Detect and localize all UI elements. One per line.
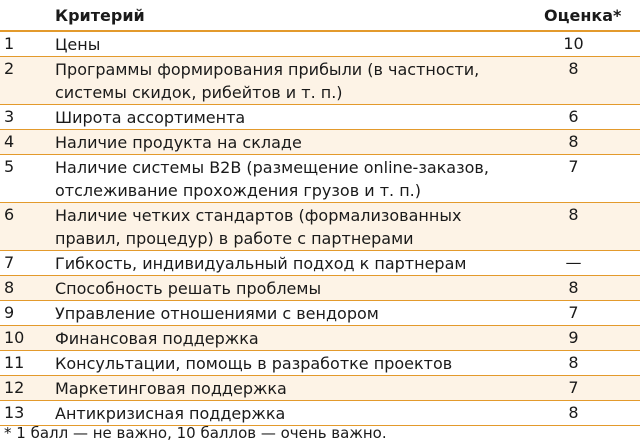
row-number: 9	[0, 301, 52, 326]
criterion-line: Способность решать проблемы	[55, 279, 322, 298]
header-score: Оценка*	[539, 0, 640, 31]
row-score: 8	[539, 203, 640, 251]
table-row	[0, 251, 640, 276]
row-number: 6	[0, 203, 52, 251]
table-row	[0, 351, 640, 376]
criterion-line: правил, процедур) в работе с партнерами	[55, 229, 414, 248]
row-score: 7	[539, 376, 640, 401]
table-row	[0, 301, 640, 326]
row-criterion	[52, 376, 539, 401]
table-body	[0, 31, 640, 426]
criterion-line: системы скидок, рибейтов и т. п.)	[55, 83, 343, 102]
table-row	[0, 376, 640, 401]
header-number	[0, 0, 52, 31]
row-number: 5	[0, 155, 52, 203]
criterion-line: Гибкость, индивидуальный подход к партнерам	[55, 254, 467, 273]
criterion-line: Консультации, помощь в разработке проектов	[55, 354, 453, 373]
row-score: 7	[539, 155, 640, 203]
row-criterion	[52, 155, 539, 203]
row-score: 9	[539, 326, 640, 351]
row-criterion	[52, 57, 539, 105]
criterion-line: Наличие системы В2В (размещение online-заказов,	[55, 158, 489, 177]
row-criterion	[52, 31, 539, 57]
row-score: 7	[539, 301, 640, 326]
header-criterion: Критерий	[52, 0, 539, 31]
row-score: —	[539, 251, 640, 276]
row-criterion	[52, 251, 539, 276]
row-criterion	[52, 203, 539, 251]
row-score: 8	[539, 276, 640, 301]
row-number: 7	[0, 251, 52, 276]
row-number: 3	[0, 105, 52, 130]
table-row	[0, 57, 640, 105]
row-number: 4	[0, 130, 52, 155]
criterion-line: Цены	[55, 35, 101, 54]
row-criterion	[52, 276, 539, 301]
row-criterion	[52, 301, 539, 326]
table-row	[0, 203, 640, 251]
criterion-line: Наличие продукта на складе	[55, 133, 302, 152]
row-score: 8	[539, 130, 640, 155]
criterion-line: Финансовая поддержка	[55, 329, 259, 348]
table-header	[0, 0, 640, 31]
header-row	[0, 0, 640, 31]
criterion-line: Антикризисная поддержка	[55, 404, 286, 423]
table-row	[0, 276, 640, 301]
table-row	[0, 130, 640, 155]
table-row	[0, 155, 640, 203]
criterion-line: Маркетинговая поддержка	[55, 379, 287, 398]
row-number: 10	[0, 326, 52, 351]
row-score: 8	[539, 351, 640, 376]
criterion-line: отслеживание прохождения грузов и т. п.)	[55, 181, 421, 200]
row-score: 8	[539, 57, 640, 105]
row-number: 8	[0, 276, 52, 301]
row-criterion	[52, 351, 539, 376]
criterion-line: Широта ассортимента	[55, 108, 246, 127]
criterion-line: Программы формирования прибыли (в частности,	[55, 60, 480, 79]
row-criterion	[52, 130, 539, 155]
row-number: 2	[0, 57, 52, 105]
footnote: * 1 балл — не важно, 10 баллов — очень важно.	[4, 424, 387, 442]
criterion-line: Наличие четких стандартов (формализованных	[55, 206, 462, 225]
criterion-line: Управление отношениями с вендором	[55, 304, 379, 323]
table-row	[0, 326, 640, 351]
row-score: 6	[539, 105, 640, 130]
row-criterion	[52, 105, 539, 130]
table-row	[0, 105, 640, 130]
row-number: 1	[0, 31, 52, 57]
row-criterion	[52, 326, 539, 351]
row-score: 8	[539, 401, 640, 426]
row-score: 10	[539, 31, 640, 57]
row-number: 12	[0, 376, 52, 401]
row-number: 11	[0, 351, 52, 376]
table-row	[0, 31, 640, 57]
row-number: 13	[0, 401, 52, 426]
